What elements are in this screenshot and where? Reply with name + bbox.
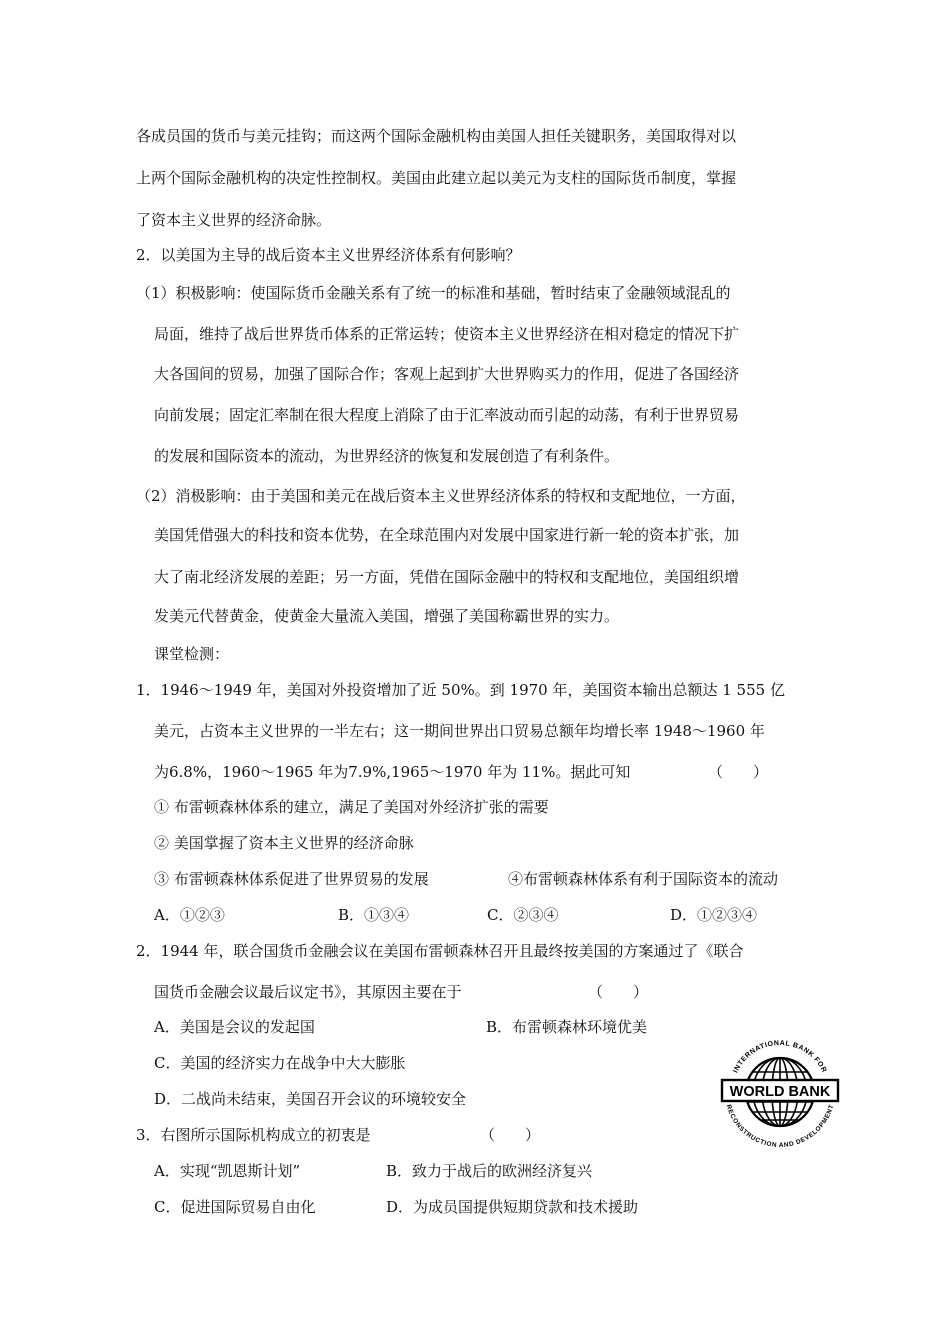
ex1-item-3: ③ 布雷顿森林体系促进了世界贸易的发展 [154, 870, 429, 888]
ex3-option-d: D．为成员国提供短期贷款和技术援助 [386, 1198, 639, 1216]
ex3-stem: 3．右图所示国际机构成立的初衷是 [136, 1126, 371, 1144]
ex3-option-a: A．实现“凯恩斯计划” [154, 1162, 301, 1180]
q2-positive-line-1: （1）积极影响：使国际货币金融关系有了统一的标准和基础，暂时结束了金融领域混乱的 [136, 284, 731, 302]
ex2-stem-line-2: 国货币金融会议最后议定书》，其原因主要在于 [154, 983, 462, 1001]
logo-ring-top: INTERNATIONAL BANK FOR [732, 1039, 828, 1075]
ex1-item-1: ① 布雷顿森林体系的建立，满足了美国对外经济扩张的需要 [154, 798, 549, 816]
section-title: 课堂检测： [154, 645, 230, 663]
ex1-stem-line-3: 为6.8%，1960～1965 年为7.9%,1965～1970 年为 11%。据此可知 [154, 763, 631, 781]
q2-positive-line-3: 大各国间的贸易，加强了国际合作；客观上起到扩大世界购买力的作用，促进了各国经济 [154, 365, 740, 383]
ex1-item-2: ② 美国掌握了资本主义世界的经济命脉 [154, 834, 414, 852]
ex3-answer-bracket: （ ） [480, 1126, 541, 1144]
ex3-option-b: B．致力于战后的欧洲经济复兴 [386, 1162, 593, 1180]
q2-positive-line-4: 向前发展；固定汇率制在很大程度上消除了由于汇率波动而引起的动荡，有利于世界贸易 [154, 406, 740, 424]
q2-positive-line-5: 的发展和国际资本的流动，为世界经济的恢复和发展创造了有利条件。 [154, 447, 620, 465]
ex2-option-b: B．布雷顿森林环境优美 [486, 1018, 648, 1036]
q2-positive-line-2: 局面，维持了战后世界货币体系的正常运转；使资本主义世界经济在相对稳定的情况下扩 [154, 325, 740, 343]
intro-line-3: 了资本主义世界的经济命脉。 [136, 211, 332, 229]
intro-line-1: 各成员国的货币与美元挂钩；而这两个国际金融机构由美国人担任关键职务，美国取得对以 [136, 127, 737, 145]
ex2-stem-line-1: 2．1944 年，联合国货币金融会议在美国布雷顿森林召开且最终按美国的方案通过了《联合 [136, 942, 744, 960]
ex2-answer-bracket: （ ） [588, 983, 649, 1001]
ex2-option-d: D．二战尚未结束，美国召开会议的环境较安全 [154, 1090, 467, 1108]
ex1-option-b: B．①③④ [338, 906, 410, 924]
ex1-option-c: C．②③④ [487, 906, 559, 924]
intro-line-2: 上两个国际金融机构的决定性控制权。美国由此建立起以美元为支柱的国际货币制度，掌握 [136, 169, 737, 187]
ex1-stem-line-1: 1．1946～1949 年，美国对外投资增加了近 50%。到 1970 年，美国资本输出总额达 1 555 亿 [136, 681, 785, 699]
q2-negative-line-2: 美国凭借强大的科技和资本优势，在全球范围内对发展中国家进行新一轮的资本扩张，加 [154, 526, 740, 544]
world-bank-logo [718, 1030, 842, 1154]
ex1-option-d: D．①②③④ [670, 906, 758, 924]
ex2-option-c: C．美国的经济实力在战争中大大膨胀 [154, 1054, 406, 1072]
ex1-item-4: ④布雷顿森林体系有利于国际资本的流动 [508, 870, 779, 888]
logo-ring-bottom: RECONSTRUCTION AND DEVELOPMENT [724, 1103, 836, 1150]
ex1-option-a: A．①②③ [154, 906, 225, 924]
logo-banner-text: WORLD BANK [729, 1084, 831, 1100]
ex2-option-a: A．美国是会议的发起国 [154, 1018, 315, 1036]
ex1-answer-bracket: （ ） [708, 763, 769, 781]
ex3-option-c: C．促进国际贸易自由化 [154, 1198, 316, 1216]
q2-negative-line-4: 发美元代替黄金，使黄金大量流入美国，增强了美国称霸世界的实力。 [154, 607, 620, 625]
q2-negative-line-1: （2）消极影响：由于美国和美元在战后资本主义世界经济体系的特权和支配地位，一方面， [136, 487, 746, 505]
q2-heading: 2．以美国为主导的战后资本主义世界经济体系有何影响？ [136, 246, 521, 264]
q2-negative-line-3: 大了南北经济发展的差距；另一方面，凭借在国际金融中的特权和支配地位，美国组织增 [154, 568, 740, 586]
ex1-stem-line-2: 美元，占资本主义世界的一半左右；这一期间世界出口贸易总额年均增长率 1948～1960 年 [154, 722, 765, 740]
